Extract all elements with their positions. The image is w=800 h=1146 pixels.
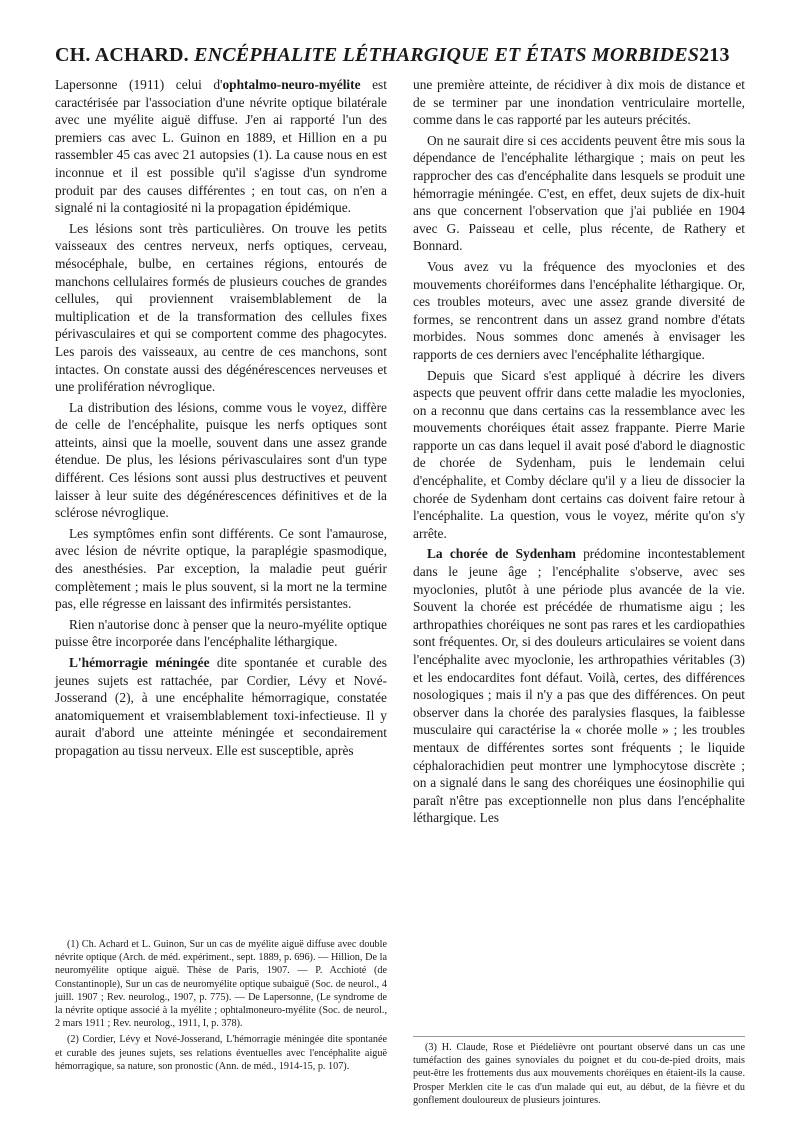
text-run: est caractérisée par l'association d'une névrite optique bilatérale avec une myélite aiguë diffuse. J'en ai rapporté l'un des premiers cas avec L. Guinon en 1889, et Hillion en a pu rassembler 45 cas avec 21 autopsies (1). La cause nous en est inconnue et il est possible qu'il s'agisse d'un syndrome produit par des causes différentes ; en tout cas, on n'en a signalé ni la contagiosité ni la propagation épidémique. — [55, 77, 387, 216]
footnote-3: (3) H. Claude, Rose et Piédelièvre ont pourtant observé dans un cas une tuméfaction des gaines synoviales du poignet et du cou-de-pied droits, mais peut-être les frottements dus aux mouvements choréiques en étaient-ils la cause. Prosper Merklen cite le cas d'un malade qui eut, au début, de la fièvre et du gonflement douloureux de plusieurs jointures. — [413, 1042, 745, 1106]
term-ophtalmo-neuro-myelite: ophtalmo-neuro-myélite — [222, 77, 361, 92]
running-header — [55, 40, 745, 74]
header-author: CH. ACHARD. — [55, 44, 189, 66]
paragraph: Rien n'autorise donc à penser que la neuro-myélite optique puisse être incorporée dans l'encéphalite léthargique. — [55, 616, 387, 650]
right-column — [413, 76, 745, 1126]
footnotes-right — [413, 1036, 745, 1107]
footnote-2: (2) Cordier, Lévy et Nové-Josserand, L'hémorragie méningée dite spontanée et curable des jeunes sujets, ses relations éventuelles avec l'encéphalite aiguë hémorragique, sa nature, son pronostic (Ann. de méd., 1914-15, p. 107). — [55, 1034, 387, 1072]
paragraph — [413, 545, 745, 827]
paragraph: La distribution des lésions, comme vous le voyez, diffère de celle de l'encéphalite, puisque les nerfs optiques sont atteints, ainsi que la moelle, souvent dans une assez grande étendue. De plus, les lésions périvasculaires sont d'un type différent. Ces lésions sont aussi plus destructives et peuvent laisser à leur suite des dégénérescences définitives et de la sclérose névroglique. — [55, 399, 387, 521]
footnote-1: (1) Ch. Achard et L. Guinon, Sur un cas de myélite aiguë diffuse avec double névrite optique (Arch. de méd. expériment., sept. 1889, p. 696). — Hillion, De la neuromyélite optique aiguë. Thèse de Paris, 1907. — P. Acchioté (de Constantinople), Sur un cas de neuromyélite optique subaiguë (Soc. de neurol., 4 juill. 1907 ; Rev. neurolog., 1907, p. 775). — De Lapersonne, (Le syndrome de la névrite optique associé à la myélite ; ophtalmoneuro-myélite (Soc. de neurol., 2 mars 1911 ; Rev. neurolog., 1911, I, p. 378). — [55, 939, 387, 1030]
text-run: prédomine incontestablement dans le jeune âge ; l'encéphalite s'observe, avec ses myoclonies, plutôt à une période plus avancée de la vie. Souvent la chorée est précédée de rhumatisme aigu ; les arthropathies choréiques ne sont pas rares et les cardiopathies sont fréquentes. Or, si des douleurs articulaires se voient dans l'encéphalite avec myoclonie, les arthropathies véritables (3) et les endocardites font défaut. Voilà, certes, des différences nosologiques ; mais il n'y a pas que des différences. On peut observer dans la chorée des paralysies flasques, la faiblesse musculaire qui caractérise la « chorée molle » ; les troubles mentaux de différentes sortes sont fréquents ; le liquide céphalorachidien peut montrer une lymphocytose discrète ; on a signalé dans le sang des choréiques une éosinophilie qui paraît n'être pas exceptionnelle non plus dans l'encéphalite léthargique. Les — [413, 546, 745, 826]
paragraph: Les lésions sont très particulières. On trouve les petits vaisseaux des centres nerveux, nerfs optiques, cerveau, mésocéphale, bulbe, en certaines régions, entourés de manchons cellulaires formés de plusieurs couches de grandes cellules, qui proviennent vraisemblablement de la multiplication et de la transformation des cellules fixes périvasculaires et qui se comportent comme des phagocytes. Les parois des vaisseaux, au centre de ces manchons, sont intactes. On constate aussi des dégénérescences nerveuses et une prolifération névroglique. — [55, 220, 387, 395]
paragraph: Depuis que Sicard s'est appliqué à décrire les divers aspects que peuvent offrir dans cette maladie les myoclonies, on a reconnu que dans certains cas la ressemblance avec les mouvements choréiques était assez frappante. Pierre Marie rapporte un cas dans lequel il avait posé d'abord le diagnostic de chorée de Sydenham, puis le lendemain celui d'encéphalite, et Comby déclare qu'il y a lieu de dissocier la chorée de Sydenham dont certains cas doivent faire retour à l'encéphalite. La question, vous le voyez, mérite qu'on s'y arrête. — [413, 367, 745, 541]
text-run: dite spontanée et curable des jeunes sujets est rattachée, par Cordier, Lévy et Nové-Josserand (2), à une encéphalite hémorragique, constatée anatomiquement et vraisemblablement toxi-infectieuse. Il y aurait d'abord une atteinte méningée et secondairement propagation au tissu nerveux. Elle est susceptible, après — [55, 655, 387, 758]
paragraph — [55, 76, 387, 217]
paragraph: Les symptômes enfin sont différents. Ce sont l'amaurose, avec lésion de névrite optique, la paraplégie spasmodique, des anesthésies. Par exception, la maladie peut guérir complètement ; mais le plus souvent, si la mort ne la termine pas, elle régresse en laissant des infirmités persistantes. — [55, 525, 387, 612]
paragraph — [55, 654, 387, 760]
two-column-body — [55, 76, 745, 1126]
header-title: ENCÉPHALITE LÉTHARGIQUE ET ÉTATS MORBIDES — [194, 44, 700, 66]
paragraph: On ne saurait dire si ces accidents peuvent être mis sous la dépendance de l'encéphalite léthargique ; mais on peut les rapprocher des cas d'encéphalite dans lesquels se produit une hémorragie méningée. C'est, en effet, deux sujets de dix-huit ans que concernent l'observation que j'ai publiée en 1904 avec G. Paisseau et celle, plus récente, de Rathery et Bonnard. — [413, 132, 745, 254]
text-run: Lapersonne (1911) celui d' — [55, 77, 223, 92]
book-page — [55, 40, 745, 1126]
footnotes-left — [55, 938, 387, 1073]
paragraph: Vous avez vu la fréquence des myoclonies et des mouvements choréiformes dans l'encéphalite léthargique. Or, ces troubles moteurs, avec une assez grande diversité de formes, se rencontrent dans un assez grand nombre d'états morbides. Nous sommes donc amenés à envisager les rapports de ces derniers avec l'encéphalite léthargique. — [413, 258, 745, 362]
term-choree-de-sydenham: La chorée de Sydenham — [427, 546, 576, 562]
term-hemorragie-meningee: L'hémorragie méningée — [69, 655, 210, 670]
paragraph: une première atteinte, de récidiver à dix mois de distance et de se terminer par une inondation ventriculaire mortelle, comme dans le cas rapporté par les auteurs précités. — [413, 77, 745, 128]
page-number: 213 — [699, 44, 730, 66]
left-column — [55, 76, 387, 1126]
